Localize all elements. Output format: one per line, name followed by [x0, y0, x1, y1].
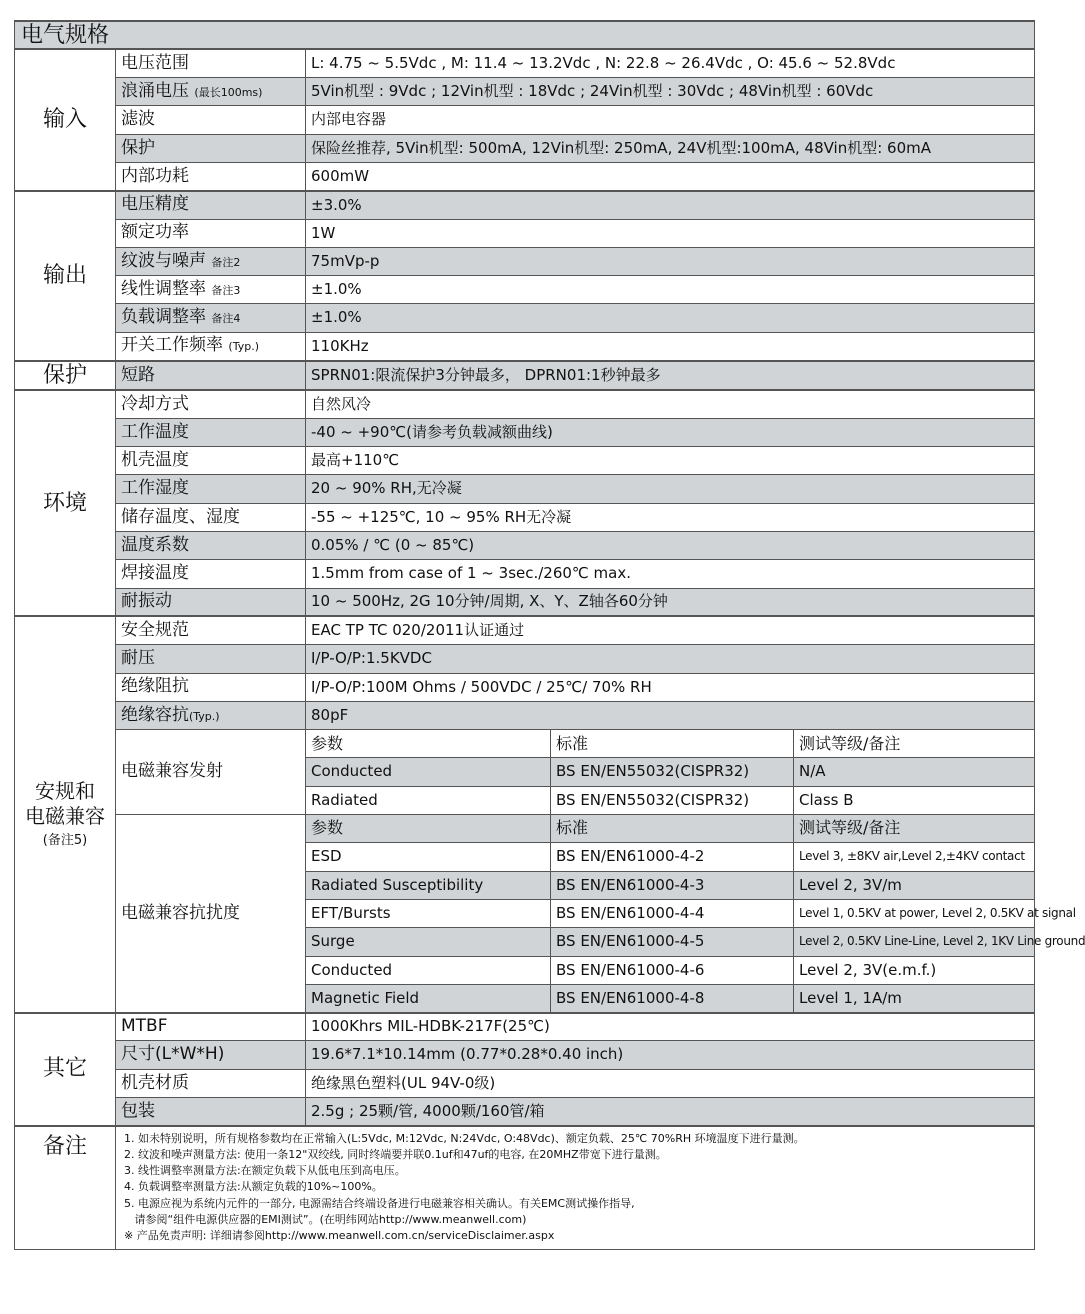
- spec-value: 5Vin机型 : 9Vdc ; 12Vin机型 : 18Vdc ; 24Vin机型 : 30Vdc ; 48Vin机型 : 60Vdc: [306, 78, 1035, 106]
- spec-note: 备注4: [211, 312, 241, 326]
- spec-note: (最长100ms): [194, 85, 263, 99]
- immunity-header-standard: 标准: [551, 815, 794, 843]
- emission-header-level: 测试等级/备注: [794, 730, 1035, 758]
- spec-label: 负载调整率 备注4: [116, 304, 306, 332]
- emission-param: Conducted: [306, 758, 551, 786]
- emission-standard: BS EN/EN55032(CISPR32): [551, 786, 794, 814]
- immunity-level: Level 1, 0.5KV at power, Level 2, 0.5KV at signal: [794, 899, 1035, 927]
- note-line: 4. 负载调整率测量方法:从额定负载的10%~100%。: [124, 1180, 383, 1194]
- spec-value: -40 ~ +90℃(请参考负载减额曲线): [306, 418, 1035, 446]
- immunity-param: ESD: [306, 843, 551, 871]
- spec-label: 绝缘容抗(Typ.): [116, 701, 306, 729]
- spec-label: MTBF: [116, 1013, 306, 1041]
- emc-immunity-label: 电磁兼容抗扰度: [116, 815, 306, 1013]
- immunity-level: Level 1, 1A/m: [794, 984, 1035, 1012]
- spec-label: 机壳材质: [116, 1069, 306, 1097]
- emission-param: Radiated: [306, 786, 551, 814]
- spec-value: 600mW: [306, 162, 1035, 190]
- spec-label: 额定功率: [116, 219, 306, 247]
- spec-label: 电压精度: [116, 191, 306, 219]
- spec-note: (Typ.): [189, 709, 220, 723]
- spec-value: 保险丝推荐, 5Vin机型: 500mA, 12Vin机型: 250mA, 24V机型:100mA, 48Vin机型: 60mA: [306, 134, 1035, 162]
- section-input: 输入: [15, 49, 116, 190]
- immunity-standard: BS EN/EN61000-4-6: [551, 956, 794, 984]
- spec-value: 1000Khrs MIL-HDBK-217F(25℃): [306, 1013, 1035, 1041]
- spec-label: 耐压: [116, 645, 306, 673]
- section-protection: 保护: [15, 361, 116, 391]
- immunity-param: EFT/Bursts: [306, 899, 551, 927]
- spec-label: 工作温度: [116, 418, 306, 446]
- spec-value: 1.5mm from case of 1 ~ 3sec./260℃ max.: [306, 560, 1035, 588]
- spec-value: 1W: [306, 219, 1035, 247]
- spec-label: 储存温度、湿度: [116, 503, 306, 531]
- note-line: ※ 产品免责声明: 详细请参阅http://www.meanwell.com.cn/serviceDisclaimer.aspx: [124, 1229, 555, 1242]
- spec-label: 安全规范: [116, 616, 306, 644]
- immunity-param: Magnetic Field: [306, 984, 551, 1012]
- section-output: 输出: [15, 191, 116, 361]
- section-others: 其它: [15, 1013, 116, 1126]
- spec-label: 温度系数: [116, 532, 306, 560]
- note-line: 1. 如未特别说明，所有规格参数均在正常输入(L:5Vdc, M:12Vdc, N:24Vdc, O:48Vdc)、额定负载、25℃ 70%RH 环境温度下进行量测。: [124, 1131, 805, 1145]
- spec-label: 尺寸(L*W*H): [116, 1041, 306, 1069]
- immunity-level: Level 3, ±8KV air,Level 2,±4KV contact: [794, 843, 1035, 871]
- emission-header-param: 参数: [306, 730, 551, 758]
- immunity-standard: BS EN/EN61000-4-3: [551, 871, 794, 899]
- note-line: 3. 线性调整率测量方法:在额定负载下从低电压到高电压。: [124, 1164, 406, 1178]
- section-safety-line2: 电磁兼容: [25, 804, 105, 829]
- spec-value: L: 4.75 ~ 5.5Vdc , M: 11.4 ~ 13.2Vdc , N: 22.8 ~ 26.4Vdc , O: 45.6 ~ 52.8Vdc: [306, 49, 1035, 77]
- immunity-standard: BS EN/EN61000-4-4: [551, 899, 794, 927]
- spec-label: 线性调整率 备注3: [116, 276, 306, 304]
- note-line: 请参阅“组件电源供应器的EMI测试”。(在明纬网站http://www.meanwell.com): [124, 1212, 527, 1226]
- spec-value: I/P-O/P:100M Ohms / 500VDC / 25℃/ 70% RH: [306, 673, 1035, 701]
- emission-level: Class B: [794, 786, 1035, 814]
- spec-label: 焊接温度: [116, 560, 306, 588]
- spec-value: 80pF: [306, 701, 1035, 729]
- spec-value: 10 ~ 500Hz, 2G 10分钟/周期, X、Y、Z轴各60分钟: [306, 588, 1035, 616]
- emission-header-standard: 标准: [551, 730, 794, 758]
- spec-value: 内部电容器: [306, 106, 1035, 134]
- spec-value: 2.5g ; 25颗/管, 4000颗/160管/箱: [306, 1097, 1035, 1125]
- immunity-header-level: 测试等级/备注: [794, 815, 1035, 843]
- immunity-header-param: 参数: [306, 815, 551, 843]
- spec-label: 短路: [116, 361, 306, 391]
- page-title: 电气规格: [15, 21, 1035, 49]
- section-safety-line1: 安规和: [35, 779, 95, 804]
- spec-label: 滤波: [116, 106, 306, 134]
- notes-block: [116, 1126, 1035, 1250]
- immunity-param: Conducted: [306, 956, 551, 984]
- spec-label: 浪涌电压 (最长100ms): [116, 78, 306, 106]
- immunity-standard: BS EN/EN61000-4-2: [551, 843, 794, 871]
- spec-value: 绝缘黑色塑料(UL 94V-0级): [306, 1069, 1035, 1097]
- immunity-param: Surge: [306, 928, 551, 956]
- spec-label: 耐振动: [116, 588, 306, 616]
- spec-value: 自然风冷: [306, 390, 1035, 418]
- spec-label: 包装: [116, 1097, 306, 1125]
- section-environment: 环境: [15, 390, 116, 616]
- spec-value: 110KHz: [306, 332, 1035, 360]
- spec-value: I/P-O/P:1.5KVDC: [306, 645, 1035, 673]
- section-safety-emc: [15, 616, 116, 1012]
- spec-label: 纹波与噪声 备注2: [116, 247, 306, 275]
- immunity-level: Level 2, 3V/m: [794, 871, 1035, 899]
- spec-value: 最高+110℃: [306, 447, 1035, 475]
- spec-value: 20 ~ 90% RH,无冷凝: [306, 475, 1035, 503]
- spec-label: 开关工作频率 (Typ.): [116, 332, 306, 360]
- immunity-level: Level 2, 3V(e.m.f.): [794, 956, 1035, 984]
- spec-value: 75mVp-p: [306, 247, 1035, 275]
- spec-label: 电压范围: [116, 49, 306, 77]
- spec-label: 保护: [116, 134, 306, 162]
- immunity-param: Radiated Susceptibility: [306, 871, 551, 899]
- note-line: 5. 电源应视为系统内元件的一部分, 电源需结合终端设备进行电磁兼容相关确认。有关EMC测试操作指导,: [124, 1196, 635, 1210]
- immunity-level: Level 2, 0.5KV Line-Line, Level 2, 1KV Line ground: [794, 928, 1035, 956]
- emc-emission-label: 电磁兼容发射: [116, 730, 306, 815]
- spec-value: ±1.0%: [306, 304, 1035, 332]
- spec-label: 绝缘阻抗: [116, 673, 306, 701]
- emission-standard: BS EN/EN55032(CISPR32): [551, 758, 794, 786]
- spec-label: 机壳温度: [116, 447, 306, 475]
- spec-label: 冷却方式: [116, 390, 306, 418]
- spec-value: SPRN01:限流保护3分钟最多， DPRN01:1秒钟最多: [306, 361, 1035, 391]
- spec-table: [14, 20, 1085, 1250]
- spec-note: 备注3: [211, 284, 241, 298]
- section-safety-note: (备注5): [42, 833, 88, 849]
- immunity-standard: BS EN/EN61000-4-5: [551, 928, 794, 956]
- section-notes: 备注: [15, 1126, 116, 1250]
- spec-label: 工作湿度: [116, 475, 306, 503]
- spec-value: ±3.0%: [306, 191, 1035, 219]
- spec-value: -55 ~ +125℃, 10 ~ 95% RH无冷凝: [306, 503, 1035, 531]
- spec-value: ±1.0%: [306, 276, 1035, 304]
- spec-note: 备注2: [211, 255, 241, 269]
- spec-label: 内部功耗: [116, 162, 306, 190]
- spec-note: (Typ.): [228, 340, 259, 354]
- spec-value: EAC TP TC 020/2011认证通过: [306, 616, 1035, 644]
- note-line: 2. 纹波和噪声测量方法: 使用一条12"双绞线, 同时终端要并联0.1uf和47uf的电容, 在20MHZ带宽下进行量测。: [124, 1147, 667, 1161]
- spec-value: 0.05% / ℃ (0 ~ 85℃): [306, 532, 1035, 560]
- spec-value: 19.6*7.1*10.14mm (0.77*0.28*0.40 inch): [306, 1041, 1035, 1069]
- immunity-standard: BS EN/EN61000-4-8: [551, 984, 794, 1012]
- emission-level: N/A: [794, 758, 1035, 786]
